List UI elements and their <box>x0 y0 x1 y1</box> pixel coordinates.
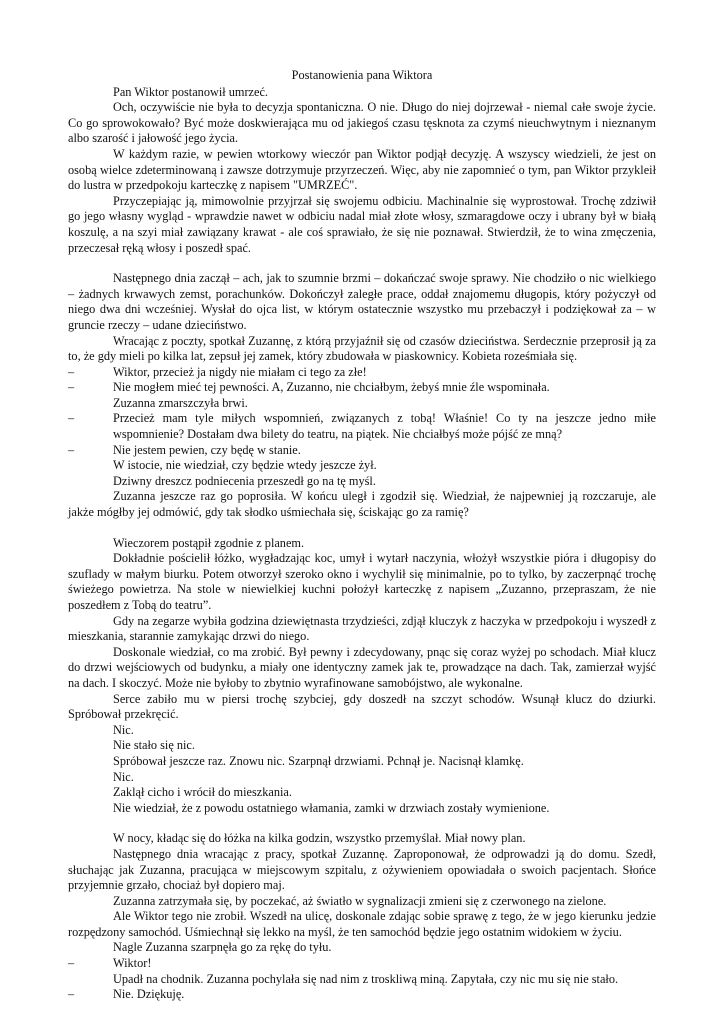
dialogue-line <box>68 443 656 459</box>
paragraph: Zuzanna zmarszczyła brwi. <box>113 395 248 410</box>
dialogue-dash: – <box>68 956 75 971</box>
paragraph: Nic. <box>113 722 134 737</box>
dialogue-line <box>68 380 656 396</box>
dialogue-text: Wiktor! <box>113 956 152 971</box>
paragraph: Nie stało się nic. <box>113 738 195 753</box>
dialogue-line <box>68 411 656 442</box>
paragraph: Zaklął cicho i wrócił do mieszkania. <box>113 785 292 800</box>
paragraph: W każdym razie, w pewien wtorkowy wieczór pan Wiktor podjął decyzję. A wszyscy wiedzieli, że jest on osobą wielce zdeterminowaną i zawsze dotrzymuje przyrzeczeń. Więc, aby nie zapomnieć o tym, pan Wiktor przykleił do lustra w przedpokoju karteczkę z napisem "UMRZEĆ". <box>68 146 656 193</box>
dialogue-line <box>68 365 656 381</box>
paragraph: Doskonale wiedział, co ma zrobić. Był pewny i zdecydowany, pnąc się coraz wyżej po schodach. Miał klucz do drzwi wejściowych od budynku, a miały one identyczny zamek jak te, prowadzące na dach. Tak, zamierzał wyjść na dach. I skoczyć. Może nie byłoby to zbytnio wyrafinowane samobójstwo, ale wykonalne. <box>68 644 656 690</box>
paragraph: Wracając z poczty, spotkał Zuzannę, z którą przyjaźnił się od czasów dzieciństwa. Serdecznie przeprosił ją za to, że gdy mieli po kilka lat, zepsuł jej zamek, który zbudowała w piaskownicy. Kobieta roześmiała się. <box>68 333 656 364</box>
paragraph: Przyczepiając ją, mimowolnie przyjrzał się swojemu odbiciu. Machinalnie się wyprostował. Trochę zdziwił go jego własny wygląd - wprawdzie nawet w odbiciu nadal miał złote włosy, szmaragdowe oczy i ubrany był w białą koszulę, a na szyi miał zawiązany krawat - ale coś sprawiało, że się nie poznawał. Stwierdził, że to wina zmęczenia, przeczesał ręką włosy i poszedł spać. <box>68 193 656 255</box>
paragraph: Wieczorem postąpił zgodnie z planem. <box>113 535 305 550</box>
paragraph: Nagle Zuzanna szarpnęła go za rękę do tyłu. <box>113 940 332 955</box>
paragraph: Spróbował jeszcze raz. Znowu nic. Szarpnął drzwiami. Pchnął je. Nacisnął klamkę. <box>113 753 524 768</box>
dialogue-text: Przecież mam tyle miłych wspomnień, związanych z tobą! Właśnie! Co ty na jeszcze jedno miłe wspomnienie? Dostałam dwa bilety do teatru, na piątek. Nie chciałbyś może pójść ze mną? <box>113 411 656 442</box>
document-title: Postanowienia pana Wiktora <box>291 68 433 82</box>
paragraph: Ale Wiktor tego nie zrobił. Wszedł na ulicę, doskonale zdając sobie sprawę z tego, że w jego kierunku jedzie rozpędzony samochód. Uśmiechnął się lekko na myśl, że ten samochód będzie jego ostatnim widokiem w życiu. <box>68 909 656 939</box>
dialogue-text: Nie mogłem mieć tej pewności. A, Zuzanno, nie chciałbym, żebyś mnie źle wspominała. <box>113 380 550 395</box>
paragraph: Och, oczywiście nie była to decyzja spontaniczna. O nie. Długo do niej dojrzewał - niemal całe swoje życie. Co go sprowokowało? Być może doskwierająca mu od jakiegoś czasu tęsknota za czymś nieuchwytnym i nieznanym albo szarość i jałowość jego życia. <box>68 100 656 146</box>
dialogue-dash: – <box>68 411 75 426</box>
paragraph: Następnego dnia zaczął – ach, jak to szumnie brzmi – dokańczać swoje sprawy. Nie chodziło o nic wielkiego – żadnych krwawych zemst, porachunków. Dokończył zaległe prace, oddał znajomemu długopis, który pożyczył od niego dwa dni wcześniej. Wysłał do ojca list, w którym ostatecznie wszystko mu przebaczył i podziękował za – w gruncie rzeczy – udane dzieciństwo. <box>68 271 656 332</box>
dialogue-line <box>68 987 656 1003</box>
paragraph: Nic. <box>113 769 134 784</box>
paragraph: Zuzanna zatrzymała się, by poczekać, aż światło w sygnalizacji zmieni się z czerwonego na zielone. <box>113 893 607 908</box>
paragraph: W istocie, nie wiedział, czy będzie wtedy jeszcze żył. <box>113 458 377 473</box>
dialogue-dash: – <box>68 380 75 395</box>
paragraph: Gdy na zegarze wybiła godzina dziewiętnasta trzydzieści, zdjął kluczyk z haczyka w przedpokoju i wyszedł z mieszkania, starannie zamykając drzwi do niego. <box>68 613 656 644</box>
paragraph: Dziwny dreszcz podniecenia przeszedł go na tę myśl. <box>113 473 376 488</box>
dialogue-dash: – <box>68 442 75 457</box>
dialogue-dash: – <box>68 987 75 1002</box>
dialogue-text: Nie jestem pewien, czy będę w stanie. <box>113 442 301 457</box>
paragraph: Upadł na chodnik. Zuzanna pochylała się nad nim z troskliwą miną. Zapytała, czy nic mu się nie stało. <box>113 971 619 986</box>
dialogue-dash: – <box>68 364 75 379</box>
paragraph: Nie wiedział, że z powodu ostatniego włamania, zamki w drzwiach zostały wymienione. <box>113 800 550 815</box>
dialogue-text: Wiktor, przecież ja nigdy nie miałam ci tego za złe! <box>113 364 367 379</box>
paragraph: Następnego dnia wracając z pracy, spotkał Zuzannę. Zaproponował, że odprowadzi ją do domu. Szedł, słuchając jak Zuzanna, pracująca w miejscowym szpitalu, z ożywieniem opowiadała o swoich pacjentach. Słońce przyjemnie grzało, chociaż był dopiero maj. <box>68 846 656 893</box>
dialogue-line <box>68 956 656 972</box>
paragraph: W nocy, kładąc się do łóżka na kilka godzin, wszystko przemyślał. Miał nowy plan. <box>113 831 526 846</box>
paragraph: Dokładnie pościelił łóżko, wygładzając koc, umył i wytarł naczynia, włożył wszystkie pióra i długopisy do szuflady w małym biurku. Potem otworzył szeroko okno i wychylił się minimalnie, po to tylko, by zaczerpnąć trochę świeżego powietrza. Na stole w niewielkiej kuchni położył karteczkę z napisem „Zuzanno, przepraszam, że nie poszedłem z Tobą do teatru”. <box>68 551 656 612</box>
document-body <box>68 68 656 1003</box>
dialogue-text: Nie. Dziękuję. <box>113 987 185 1002</box>
paragraph: Serce zabiło mu w piersi trochę szybciej, gdy doszedł na szczyt schodów. Wsunął klucz do dziurki. Spróbował przekręcić. <box>68 691 656 722</box>
paragraph: Pan Wiktor postanowił umrzeć. <box>113 84 269 99</box>
paragraph: Zuzanna jeszcze raz go poprosiła. W końcu uległ i zgodził się. Wiedział, że najpewniej ją rozczaruje, ale jakże mógłby jej odmówić, gdy tak słodko uśmiechała się, ściskając go za ramię? <box>68 489 656 520</box>
